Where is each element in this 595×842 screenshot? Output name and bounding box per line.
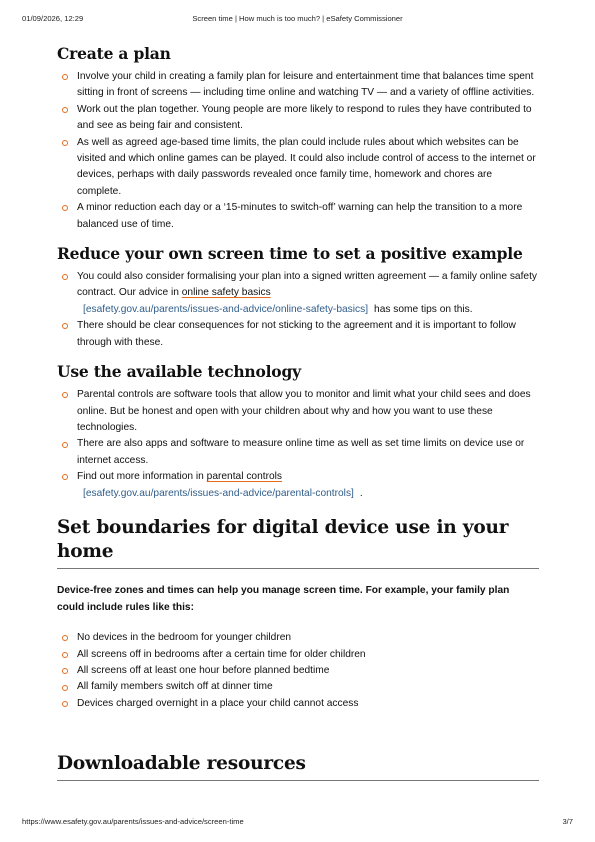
heading-create-plan: Create a plan	[57, 44, 171, 63]
parental-controls-link[interactable]: parental controls	[206, 471, 282, 483]
print-page-number: 3/7	[562, 817, 573, 826]
list-item-text: Work out the plan together. Young people are more likely to respond to rules they have contributed to and see as being fair and consistent.	[77, 103, 532, 132]
list-item-text: .	[359, 487, 363, 499]
list-item	[57, 318, 539, 351]
list-item	[57, 69, 539, 102]
bullet-circle-icon	[62, 107, 68, 113]
list-item-text: All family members switch off at dinner time	[77, 681, 273, 693]
heading-reduce-screen-time: Reduce your own screen time to set a positive example	[57, 244, 523, 264]
list-item-text: You could also consider formalising your plan into a signed written agreement — a family online safety contract. Our advice in	[77, 271, 538, 299]
heading-downloadable-resources: Downloadable resources	[57, 752, 539, 781]
heading-set-boundaries: Set boundaries for digital device use in your home	[57, 516, 539, 569]
list-item-text: There should be clear consequences for not sticking to the agreement and it is important to follow through with these.	[77, 320, 516, 348]
list-item-text: All screens off in bedrooms after a certain time for older children	[77, 648, 366, 660]
list-item-text: There are also apps and software to measure online time as well as set time limits on device use or internet access.	[77, 438, 525, 466]
list-item	[57, 663, 539, 679]
list-item-text: Devices charged overnight in a place your child cannot access	[77, 697, 359, 709]
boundaries-list	[57, 630, 539, 712]
list-item-text: No devices in the bedroom for younger children	[77, 632, 292, 644]
page-content	[57, 44, 539, 781]
section-available-technology	[57, 362, 539, 502]
bullet-circle-icon	[62, 701, 68, 707]
list-item-text: Involve your child in creating a family plan for leisure and entertainment time that balances time spent sitting in front of screens — including time online and watching TV — and a variety of offline activities.	[77, 71, 535, 99]
list-item	[57, 200, 539, 233]
section-create-plan	[57, 44, 539, 233]
print-datetime: 01/09/2026, 12:29	[22, 14, 84, 23]
section-set-boundaries	[57, 516, 539, 712]
create-plan-list	[57, 69, 539, 233]
reduce-list	[57, 269, 539, 351]
list-item-text: All screens off at least one hour before planned bedtime	[77, 664, 330, 676]
list-item	[57, 135, 539, 201]
list-item	[57, 436, 539, 469]
list-item	[57, 630, 539, 646]
list-item-text: Parental controls are software tools that allow you to monitor and limit what your child sees and does online. But be honest and open with your children about why and how you want to use these technologies.	[77, 389, 531, 433]
list-item-text: As well as agreed age-based time limits, the plan could include rules about which websites can be visited and which online games can be played. It could also include control of access to the internet or devices, perhaps with daily passwords revealed once family time, homework and chores are complete.	[77, 136, 536, 197]
print-page-title: Screen time | How much is too much? | eSafety Commissioner	[192, 14, 403, 23]
list-item	[57, 269, 539, 318]
list-item	[57, 647, 539, 663]
bullet-circle-icon	[62, 685, 68, 691]
heading-available-technology: Use the available technology	[57, 362, 301, 382]
boundaries-lead-text: Device-free zones and times can help you manage screen time. For example, your family plan could include rules like this:	[57, 584, 510, 613]
online-safety-basics-link[interactable]: online safety basics	[181, 287, 271, 299]
bullet-circle-icon	[62, 668, 68, 674]
section-reduce-screen-time	[57, 244, 539, 351]
list-item	[57, 102, 539, 135]
link-url: [esafety.gov.au/parents/issues-and-advice/online-safety-basics]	[83, 303, 369, 315]
bullet-circle-icon	[62, 392, 68, 398]
section-downloadable-resources	[57, 752, 539, 781]
bullet-circle-icon	[62, 74, 68, 80]
link-url: [esafety.gov.au/parents/issues-and-advice/parental-controls]	[83, 487, 354, 499]
list-item	[57, 387, 539, 436]
list-item	[57, 469, 539, 502]
bullet-circle-icon	[62, 652, 68, 658]
bullet-circle-icon	[62, 442, 68, 448]
bullet-circle-icon	[62, 205, 68, 211]
print-page-url: https://www.esafety.gov.au/parents/issues-and-advice/screen-time	[22, 817, 244, 826]
list-item-text: Find out more information in	[77, 471, 207, 483]
technology-list	[57, 387, 539, 502]
list-item	[57, 679, 539, 695]
bullet-circle-icon	[62, 635, 68, 641]
list-item-text: A minor reduction each day or a ‘15-minutes to switch-off’ warning can help the transition to a more balanced use of time.	[77, 202, 523, 230]
list-item-text: has some tips on this.	[374, 303, 473, 315]
bullet-circle-icon	[62, 323, 68, 329]
bullet-circle-icon	[62, 140, 68, 146]
list-item	[57, 696, 539, 712]
bullet-circle-icon	[62, 274, 68, 280]
bullet-circle-icon	[62, 474, 68, 480]
